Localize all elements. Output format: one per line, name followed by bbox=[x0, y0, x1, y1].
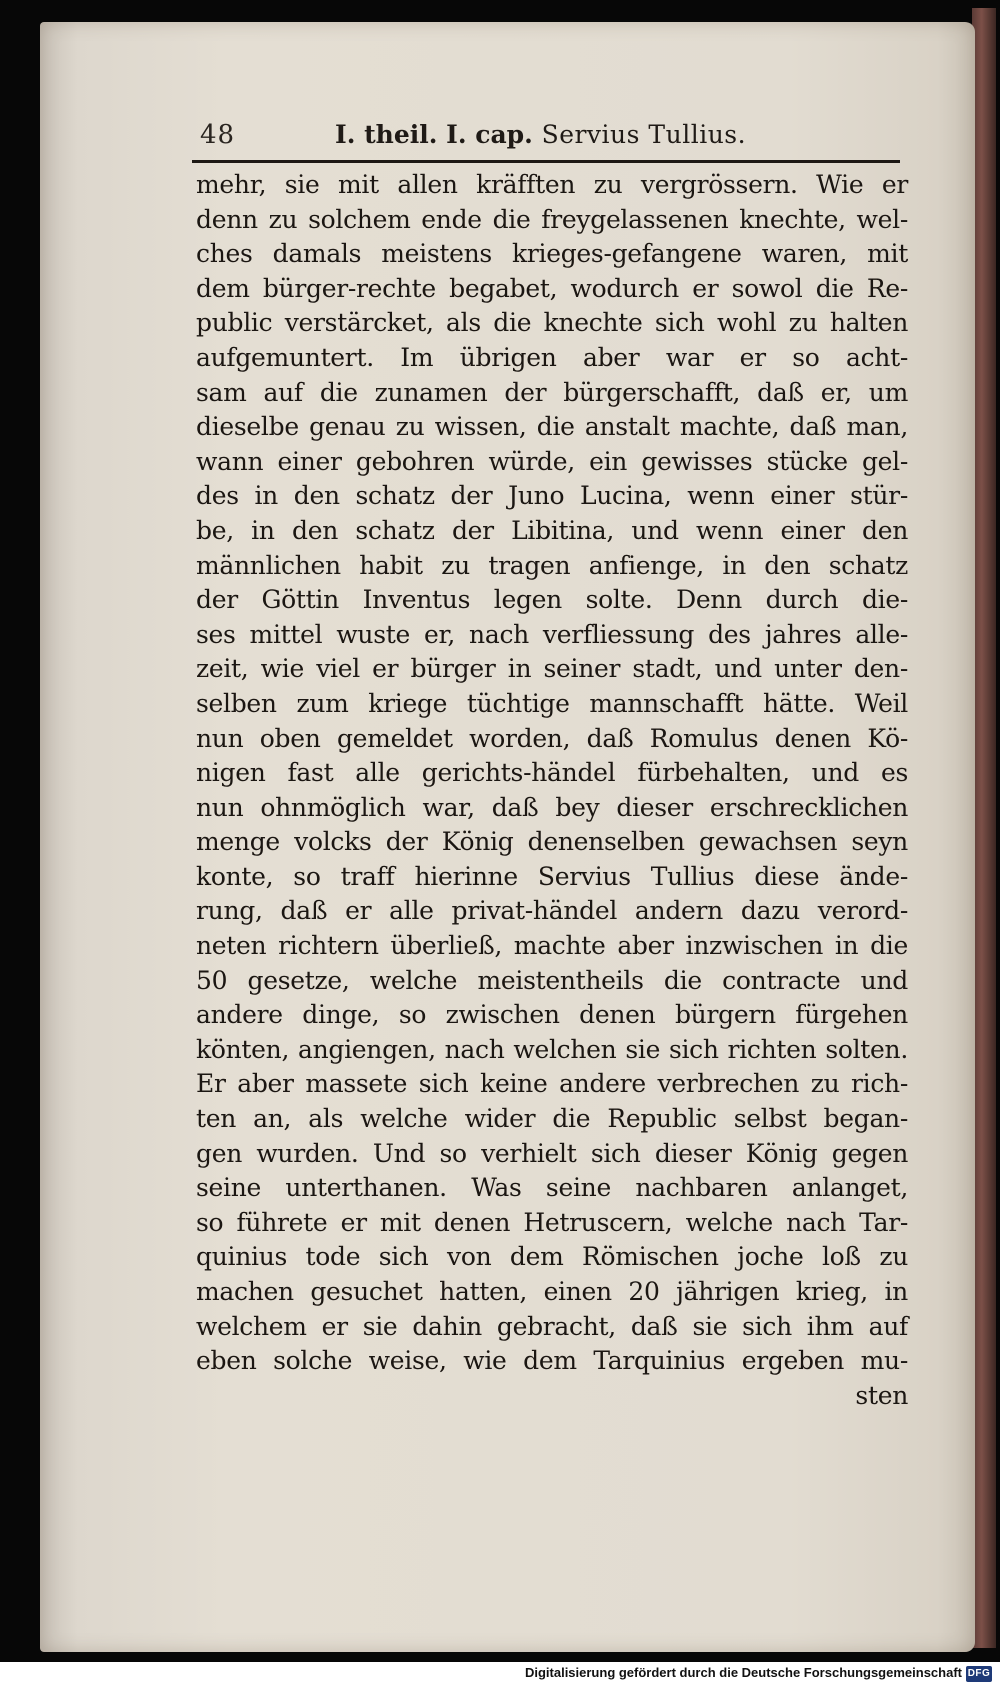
text-line: dem bürger-rechte begabet, wodurch er sowol die Re- bbox=[196, 273, 908, 303]
text-line: des in den schatz der Juno Lucina, wenn einer stür- bbox=[196, 481, 908, 511]
text-line: menge volcks der König denenselben gewachsen seyn bbox=[196, 827, 908, 857]
text-line: nun ohnmöglich war, daß bey dieser erschrecklichen bbox=[196, 792, 908, 822]
text-line: eben solche weise, wie dem Tarquinius ergeben mu- bbox=[196, 1346, 908, 1376]
running-head bbox=[200, 120, 880, 156]
text-line: ses mittel wuste er, nach verfliessung des jahres alle- bbox=[196, 619, 908, 649]
running-title-chapter: I. theil. I. cap. bbox=[335, 120, 533, 149]
text-line: be, in den schatz der Libitina, und wenn einer den bbox=[196, 515, 908, 545]
dfg-logo: DFG bbox=[966, 1666, 992, 1682]
text-line: sam auf die zunamen der bürgerschafft, daß er, um bbox=[196, 377, 908, 407]
text-line: machen gesuchet hatten, einen 20 jährigen krieg, in bbox=[196, 1277, 908, 1306]
footer-bar bbox=[0, 1662, 1000, 1687]
text-line: ten an, als welche wider die Republic selbst began- bbox=[196, 1104, 908, 1134]
text-line: aufgemuntert. Im übrigen aber war er so acht- bbox=[196, 342, 908, 372]
text-line: so führete er mit denen Hetruscern, welche nach Tar- bbox=[196, 1207, 908, 1237]
text-line: rung, daß er alle privat-händel andern dazu verord- bbox=[196, 896, 908, 926]
text-line: sten bbox=[855, 1380, 908, 1410]
text-line: nigen fast alle gerichts-händel fürbehalten, und es bbox=[196, 758, 908, 788]
text-line: public verstärcket, als die knechte sich wohl zu halten bbox=[196, 308, 908, 338]
text-line: neten richtern überließ, machte aber inzwischen in die bbox=[196, 931, 908, 961]
text-line: konte, so traff hierinne Servius Tullius diese ände- bbox=[196, 861, 908, 891]
header-rule bbox=[192, 160, 900, 163]
text-line: 50 gesetze, welche meistentheils die contracte und bbox=[196, 965, 908, 995]
text-line: wann einer gebohren würde, ein gewisses stücke gel- bbox=[196, 446, 908, 476]
text-line: gen wurden. Und so verhielt sich dieser König gegen bbox=[196, 1138, 908, 1168]
text-line: mehr, sie mit allen kräfften zu vergrössern. Wie er bbox=[196, 170, 908, 199]
page-number: 48 bbox=[200, 120, 236, 150]
text-line: dieselbe genau zu wissen, die anstalt machte, daß man, bbox=[196, 412, 908, 442]
text-line: könten, angiengen, nach welchen sie sich richten solten. bbox=[196, 1034, 908, 1064]
text-line: welchem er sie dahin gebracht, daß sie sich ihm auf bbox=[196, 1311, 908, 1341]
text-line: Er aber massete sich keine andere verbrechen zu rich- bbox=[196, 1069, 908, 1099]
text-line: männlichen habit zu tragen anfienge, in den schatz bbox=[196, 550, 908, 580]
text-line: quinius tode sich von dem Römischen joche loß zu bbox=[196, 1242, 908, 1272]
footer-credit: Digitalisierung gefördert durch die Deutsche Forschungsgemeinschaft bbox=[524, 1665, 962, 1680]
text-line: denn zu solchem ende die freygelassenen knechte, wel- bbox=[196, 204, 908, 234]
text-line: ches damals meistens krieges-gefangene waren, mit bbox=[196, 239, 908, 269]
running-title bbox=[335, 120, 746, 149]
book-edge bbox=[972, 8, 996, 1648]
text-line: zeit, wie viel er bürger in seiner stadt, und unter den- bbox=[196, 654, 908, 684]
text-line: andere dinge, so zwischen denen bürgern fürgehen bbox=[196, 1000, 908, 1030]
text-line: nun oben gemeldet worden, daß Romulus denen Kö- bbox=[196, 723, 908, 753]
text-line: selben zum kriege tüchtige mannschafft hätte. Weil bbox=[196, 688, 908, 718]
text-line: der Göttin Inventus legen solte. Denn durch die- bbox=[196, 585, 908, 615]
text-line: seine unterthanen. Was seine nachbaren anlanget, bbox=[196, 1173, 908, 1203]
running-title-name: Servius Tullius. bbox=[541, 120, 747, 149]
body-text bbox=[196, 168, 908, 1413]
